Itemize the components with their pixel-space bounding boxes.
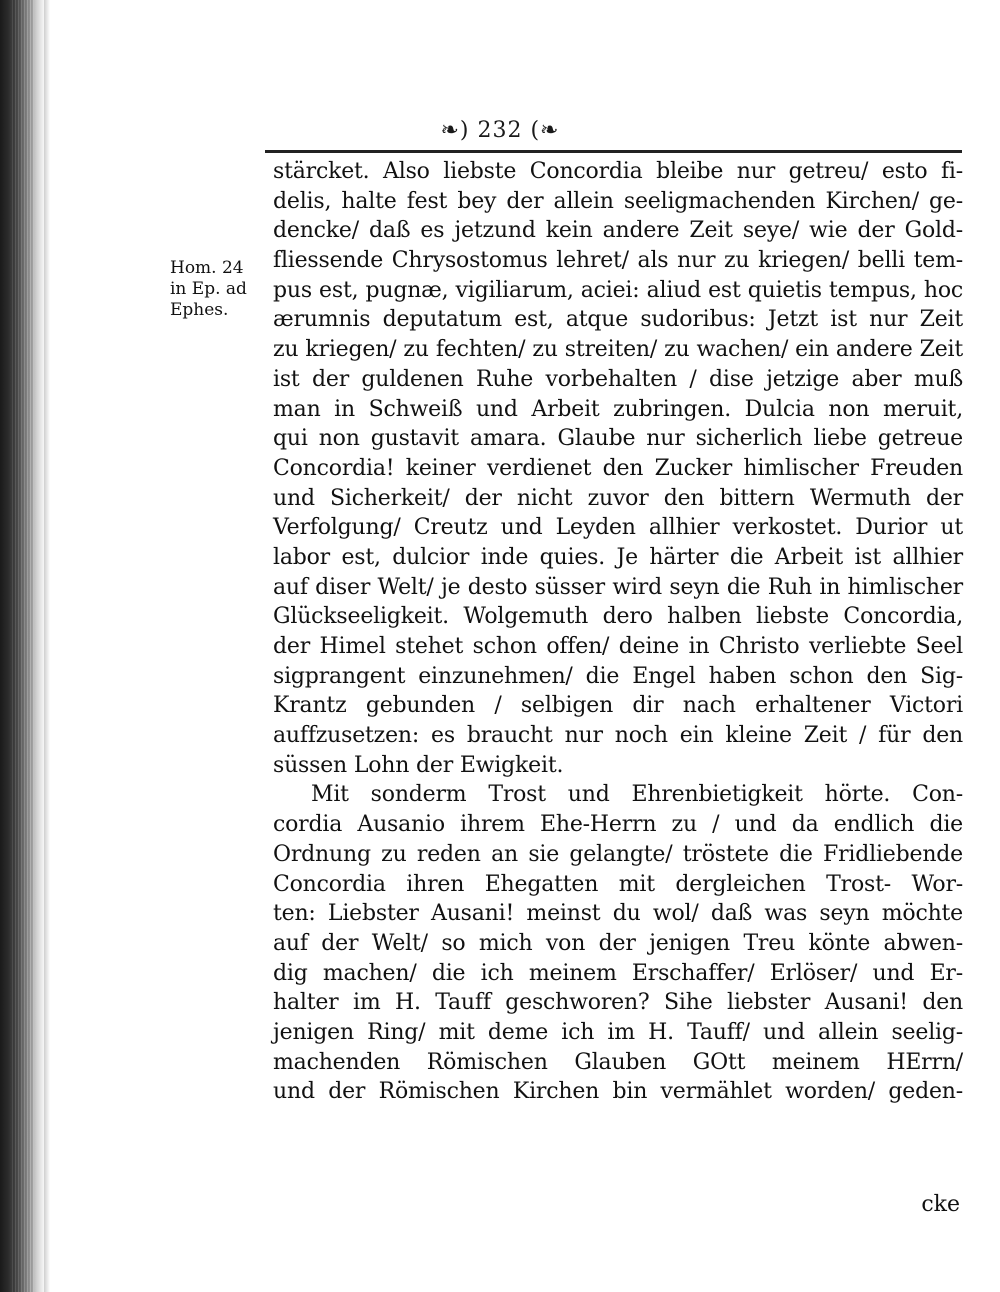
body-text bbox=[273, 157, 963, 1107]
page-number: ❧) 232 (❧ bbox=[440, 118, 560, 143]
text-line: dig machen/ die ich meinem Erschaffer/ Erlöser/ und Er- bbox=[273, 960, 963, 986]
page-edge-shadow bbox=[44, 0, 50, 1292]
text-line: jenigen Ring/ mit deme ich im H. Tauff/ und allein seelig- bbox=[273, 1019, 963, 1045]
text-line: Concordia ihren Ehegatten mit dergleichen Trost- Wor- bbox=[273, 871, 963, 897]
margin-note-line: Hom. 24 bbox=[170, 258, 244, 278]
text-line: zu kriegen/ zu fechten/ zu streiten/ zu wachen/ ein andere Zeit bbox=[273, 337, 963, 363]
margin-note-line: Ephes. bbox=[170, 300, 229, 320]
text-line: ærumnis deputatum est, atque sudoribus: Jetzt ist nur Zeit bbox=[273, 307, 963, 333]
text-line: Krantz gebunden / selbigen dir nach erhaltener Victori bbox=[273, 693, 963, 719]
text-line: ten: Liebster Ausani! meinst du wol/ daß was seyn möchte bbox=[273, 901, 963, 927]
text-line: halter im H. Tauff geschworen? Sihe liebster Ausani! den bbox=[273, 990, 963, 1016]
text-line: und Sicherkeit/ der nicht zuvor den bittern Wermuth der bbox=[273, 485, 963, 511]
text-line: Glückseeligkeit. Wolgemuth dero halben liebste Concordia, bbox=[273, 604, 963, 630]
text-line: cordia Ausanio ihrem Ehe-Herrn zu / und da endlich die bbox=[273, 812, 963, 838]
text-line: der Himel stehet schon offen/ deine in Christo verliebte Seel bbox=[273, 634, 963, 659]
text-line: dencke/ daß es jetzund kein andere Zeit seye/ wie der Gold- bbox=[273, 218, 963, 244]
text-line: delis, halte fest bey der allein seeligmachenden Kirchen/ ge- bbox=[273, 188, 963, 214]
text-line: auf diser Welt/ je desto süsser wird seyn die Ruh in himlischer bbox=[273, 574, 963, 600]
text-line: Concordia! keiner verdienet den Zucker himlischer Freuden bbox=[273, 455, 963, 481]
binding-texture bbox=[12, 0, 34, 1292]
text-line: qui non gustavit amara. Glaube nur sicherlich liebe getreue bbox=[273, 426, 963, 452]
text-line: man in Schweiß und Arbeit zubringen. Dulcia non meruit, bbox=[273, 396, 963, 422]
text-line: pus est, pugnæ, vigiliarum, aciei: aliud est quietis tempus, hoc bbox=[273, 277, 963, 303]
text-line: stärcket. Also liebste Concordia bleibe nur getreu/ esto fi- bbox=[273, 159, 963, 184]
text-line: auffzusetzen: es braucht nur noch ein kleine Zeit / für den bbox=[273, 723, 963, 749]
text-line: sigprangent einzunehmen/ die Engel haben schon den Sig- bbox=[273, 663, 963, 689]
header-rule bbox=[265, 150, 962, 153]
text-line: fliessende Chrysostomus lehret/ als nur zu kriegen/ belli tem- bbox=[273, 248, 963, 274]
text-line: süssen Lohn der Ewigkeit. bbox=[273, 752, 564, 778]
text-line: Verfolgung/ Creutz und Leyden allhier verkostet. Durior ut bbox=[273, 515, 963, 541]
text-line: labor est, dulcior inde quies. Je härter die Arbeit ist allhier bbox=[273, 544, 963, 570]
text-line: auf der Welt/ so mich von der jenigen Treu könte abwen- bbox=[273, 930, 963, 956]
text-line: Ordnung zu reden an sie gelangte/ tröstete die Fridliebende bbox=[273, 841, 963, 867]
catchword: cke bbox=[921, 1192, 960, 1217]
margin-note-line: in Ep. ad bbox=[170, 279, 247, 299]
text-line: und der Römischen Kirchen bin vermählet worden/ geden- bbox=[273, 1079, 963, 1105]
margin-note bbox=[170, 258, 270, 321]
text-line: ist der guldenen Ruhe vorbehalten / dise jetzige aber muß bbox=[273, 366, 963, 392]
text-line: Mit sonderm Trost und Ehrenbietigkeit hörte. Con- bbox=[311, 782, 963, 808]
text-line: machenden Römischen Glauben GOtt meinem HErrn/ bbox=[273, 1049, 963, 1075]
